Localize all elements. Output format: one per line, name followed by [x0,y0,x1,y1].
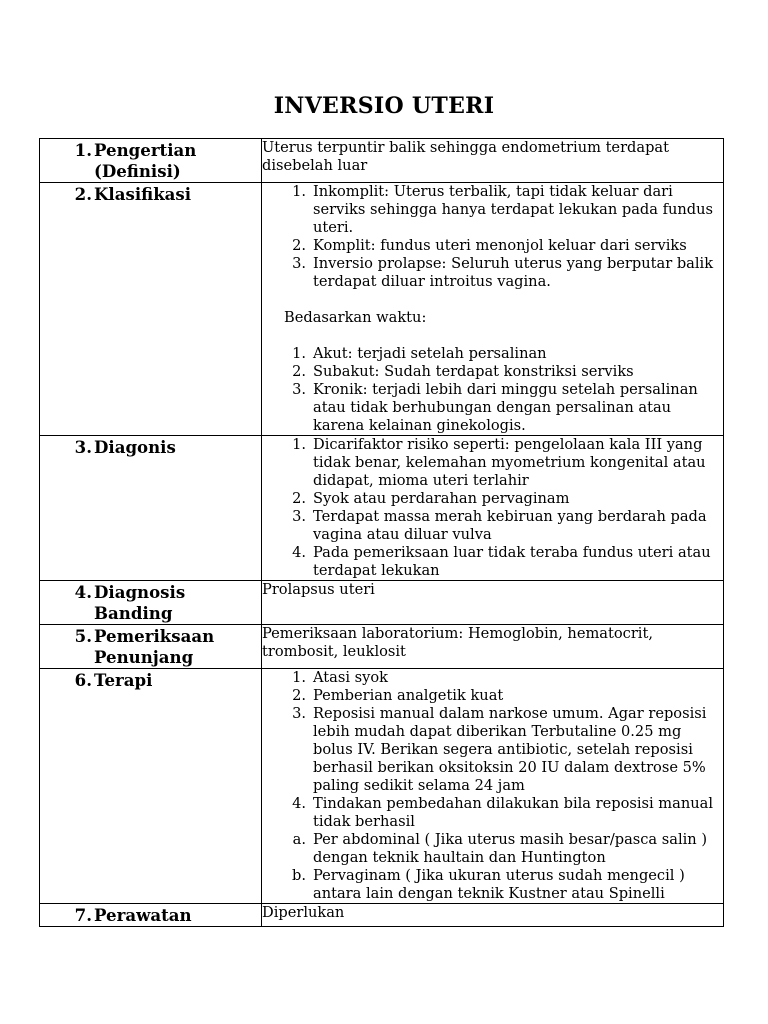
row-label: Perawatan [94,905,192,925]
list-item: 3. Terdapat massa merah kebiruan yang berdarah pada vagina atau diluar vulva [292,508,707,543]
row-text: Pemeriksaan laboratorium: Hemoglobin, hematocrit, trombosit, leuklosit [262,625,653,660]
row-label: Klasifikasi [94,184,192,204]
row-heading [40,625,262,669]
list-item: a. Per abdominal ( Jika uterus masih besar/pasca salin ) dengan teknik haultain dan Huntington [292,831,708,866]
diagnosis-list [262,436,723,580]
row-heading [40,183,262,436]
list-item: 4. Pada pemeriksaan luar tidak teraba fundus uteri atau terdapat lekukan [292,544,711,579]
row-text: Diperlukan [262,904,345,921]
list-item: 1. Akut: terjadi setelah persalinan [292,345,547,362]
row-number: 6. [74,670,92,690]
list-item: 1. Atasi syok [292,669,389,686]
row-heading [40,436,262,581]
table-row [40,183,724,436]
document-title: INVERSIO UTERI [273,93,495,119]
row-label: Banding [94,603,173,623]
row-heading [40,904,262,927]
row-label: Diagonis [94,437,176,457]
list-item: b. Pervaginam ( Jika ukuran uterus sudah mengecil ) antara lain dengan teknik Kustner atau Spinelli [292,867,685,902]
row-label: Diagnosis [94,582,186,602]
subheading: Bedasarkan waktu: [284,309,427,326]
row-number: 2. [74,184,92,204]
row-content [262,581,724,625]
row-label: Terapi [94,670,153,690]
row-content [262,904,724,927]
row-number: 5. [74,626,92,646]
row-number: 1. [74,140,92,160]
table-row [40,669,724,904]
row-content [262,669,724,904]
row-content [262,436,724,581]
list-item: 2. Subakut: Sudah terdapat konstriksi serviks [292,363,634,380]
therapy-list [262,669,723,903]
list-item: 3. Kronik: terjadi lebih dari minggu setelah persalinan atau tidak berhubungan dengan persalinan atau karena kelainan ginekologis. [292,381,698,434]
row-content [262,625,724,669]
list-item: 3. Reposisi manual dalam narkose umum. Agar reposisi lebih mudah dapat diberikan Terbutaline 0.25 mg bolus IV. Berikan segera antibiotic, setelah reposisi berhasil berikan oksitoksin 20 IU dalam dextrose 5% paling sedikit selama 24 jam [292,705,707,794]
table-row [40,625,724,669]
row-label: Penunjang [94,647,194,667]
list-item: 2. Pemberian analgetik kuat [292,687,504,704]
row-number: 4. [74,582,92,602]
time-based-list [262,345,723,435]
row-text: Prolapsus uteri [262,581,375,598]
list-item: 1. Dicarifaktor risiko seperti: pengelolaan kala III yang tidak benar, kelemahan myometrium kongenital atau didapat, mioma uteri terlahir [292,436,706,489]
row-heading [40,581,262,625]
row-content [262,139,724,183]
list-item: 3. Inversio prolapse: Seluruh uterus yang berputar balik terdapat diluar introitus vagina. [292,255,714,290]
row-text: Uterus terpuntir balik sehingga endometrium terdapat disebelah luar [262,139,669,174]
list-item: 2. Komplit: fundus uteri menonjol keluar dari serviks [292,237,687,254]
table-row [40,581,724,625]
list-item: 1. Inkomplit: Uterus terbalik, tapi tidak keluar dari serviks sehingga hanya terdapat lekukan pada fundus uteri. [292,183,714,236]
list-item: 4. Tindakan pembedahan dilakukan bila reposisi manual tidak berhasil [292,795,714,830]
row-content [262,183,724,436]
table-row [40,436,724,581]
row-number: 7. [74,905,92,925]
classification-list [262,183,723,291]
row-label: (Definisi) [94,161,181,181]
table-row [40,139,724,183]
content-table [39,138,724,927]
row-label: Pengertian [94,140,197,160]
row-number: 3. [74,437,92,457]
row-label: Pemeriksaan [94,626,215,646]
row-heading [40,669,262,904]
row-heading [40,139,262,183]
list-item: 2. Syok atau perdarahan pervaginam [292,490,570,507]
table-row [40,904,724,927]
